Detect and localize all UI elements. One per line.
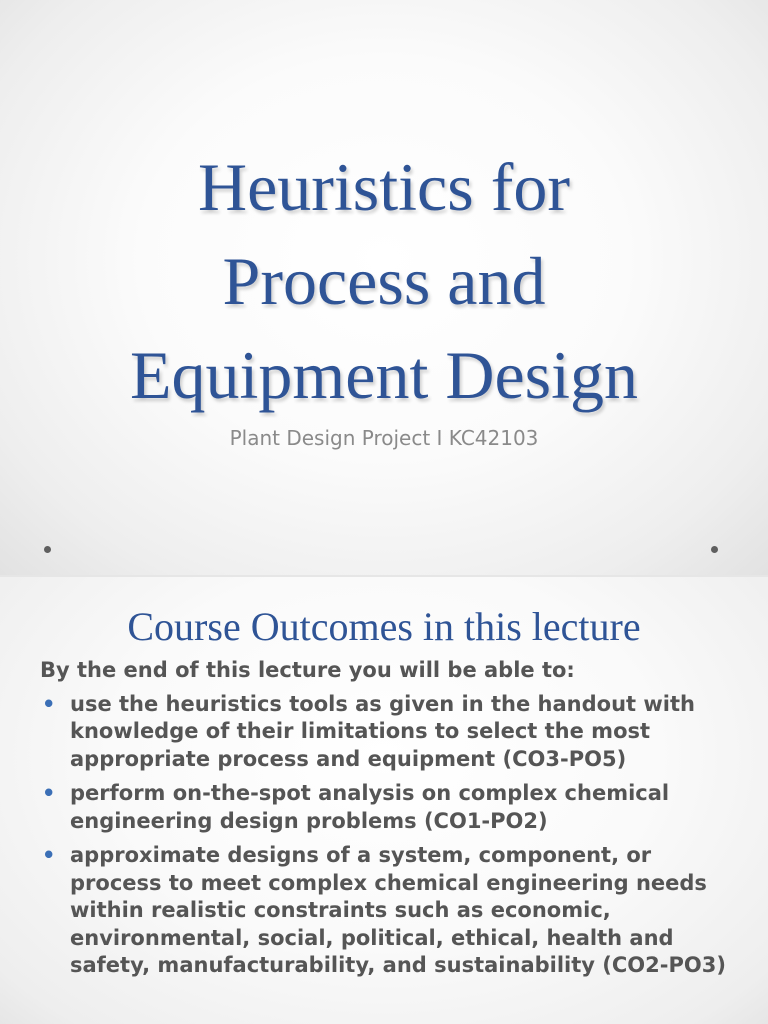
title-line-1: Heuristics for (197, 149, 570, 225)
outcome-item (40, 780, 745, 835)
placeholder-dot-right (711, 546, 718, 553)
outcomes-slide (0, 577, 768, 1024)
outcomes-intro: By the end of this lecture you will be able to: (40, 658, 575, 682)
outcomes-list (40, 691, 745, 980)
title-line-3: Equipment Design (129, 337, 639, 413)
placeholder-dot-left (44, 546, 51, 553)
bullet-icon: • (42, 691, 56, 716)
slide-subtitle: Plant Design Project I KC42103 (229, 426, 539, 450)
slide-title (20, 140, 748, 422)
title-line-2: Process and (222, 243, 546, 319)
outcome-text: perform on-the-spot analysis on complex chemical engineering design problems (CO1-PO2) (70, 781, 670, 833)
outcome-item (40, 691, 745, 774)
bullet-icon: • (42, 843, 56, 867)
outcomes-title: Course Outcomes in this lecture (127, 604, 641, 649)
bullet-icon: • (42, 781, 56, 805)
outcome-text: use the heuristics tools as given in the handout with knowledge of their limitations to select the most appropriate process and equipment (CO3-PO5) (70, 691, 695, 771)
outcome-text: approximate designs of a system, component, or process to meet complex chemical engineering needs within realistic constraints such as economic, environmental, social, political, ethical, health and safety, manufacturability, and sustainability (CO2-PO3) (70, 843, 726, 977)
outcome-item (40, 842, 745, 980)
outcomes-content (40, 657, 745, 987)
